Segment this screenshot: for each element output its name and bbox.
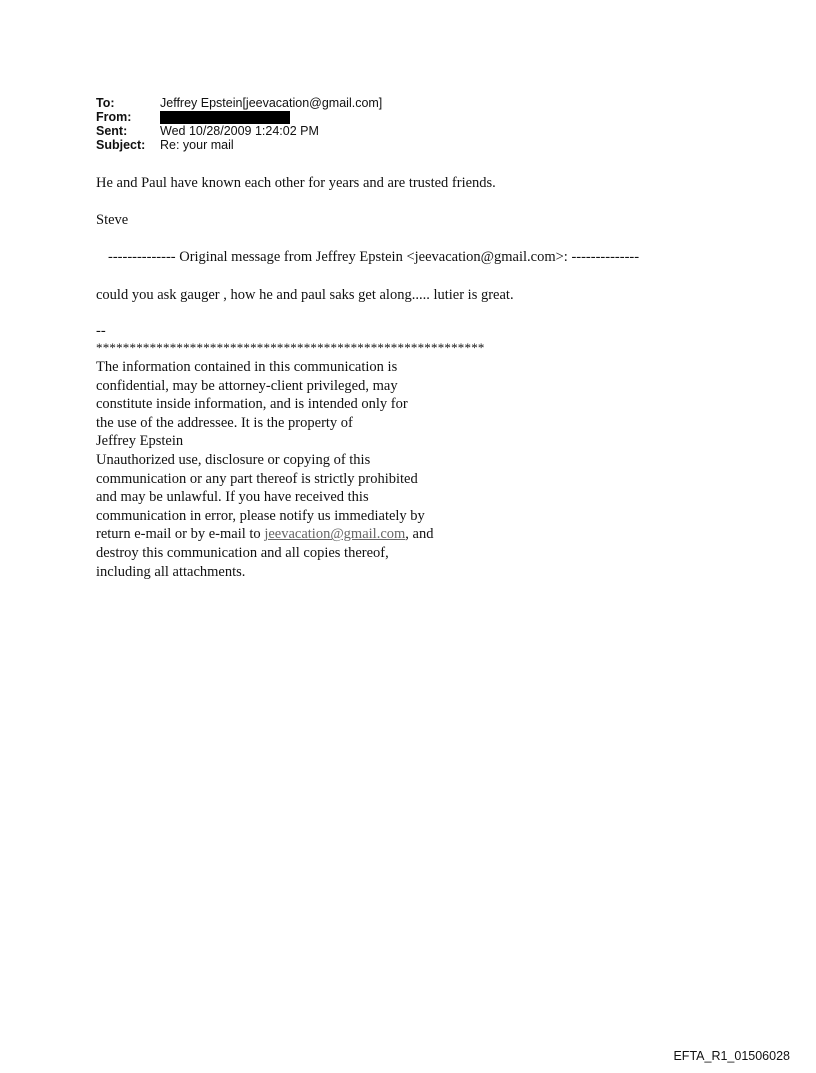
disclaimer-line: communication or any part thereof is strictly prohibited (96, 470, 418, 487)
sent-value: Wed 10/28/2009 1:24:02 PM (160, 124, 319, 138)
to-row (96, 96, 382, 110)
sent-label: Sent: (96, 124, 128, 138)
disclaimer-line: and may be unlawful. If you have received this (96, 489, 369, 506)
from-label: From: (96, 110, 132, 124)
disclaimer-line: confidential, may be attorney-client privileged, may (96, 377, 398, 394)
disclaimer-line: destroy this communication and all copies thereof, (96, 544, 389, 561)
sent-row (96, 124, 382, 138)
email-header (96, 96, 382, 152)
disclaimer-line-prefix: return e-mail or by e-mail to (96, 526, 265, 543)
disclaimer-line: constitute inside information, and is intended only for (96, 396, 408, 413)
disclaimer-line: Jeffrey Epstein (96, 433, 184, 450)
document-id: EFTA_R1_01506028 (673, 1049, 790, 1063)
from-row (96, 110, 382, 124)
original-message-header: -------------- Original message from Jeffrey Epstein <jeevacation@gmail.com>: -------------- (108, 249, 640, 265)
disclaimer-line: including all attachments. (96, 563, 246, 580)
to-value: Jeffrey Epstein[jeevacation@gmail.com] (160, 96, 383, 110)
subject-value: Re: your mail (160, 138, 234, 152)
subject-row (96, 138, 382, 152)
email-link[interactable]: jeevacation@gmail.com (264, 526, 406, 543)
signature-separator: -- (96, 323, 106, 339)
disclaimer-line: the use of the addressee. It is the property of (96, 414, 353, 431)
disclaimer-line-suffix: , and (405, 526, 434, 543)
subject-label: Subject: (96, 138, 146, 152)
redaction-block (160, 111, 290, 124)
disclaimer-line: Unauthorized use, disclosure or copying of this (96, 451, 371, 468)
asterisk-divider: ********************************************************** (96, 340, 485, 355)
disclaimer-line: communication in error, please notify us immediately by (96, 507, 425, 524)
to-label: To: (96, 96, 115, 110)
quoted-message: could you ask gauger , how he and paul saks get along..... lutier is great. (96, 287, 514, 303)
message-body: He and Paul have known each other for years and are trusted friends. (96, 175, 496, 191)
disclaimer-line: The information contained in this communication is (96, 359, 398, 375)
signature: Steve (96, 212, 129, 228)
disclaimer-line (96, 525, 433, 544)
confidentiality-disclaimer (96, 358, 433, 581)
